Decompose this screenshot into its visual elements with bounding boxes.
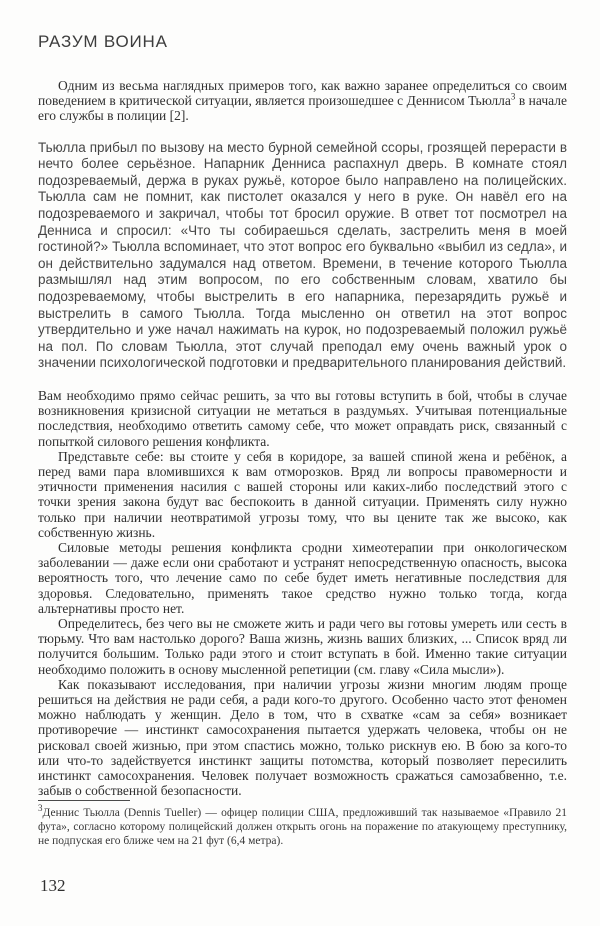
body-paragraph: Силовые методы решения конфликта сродни химеотерапии при онкологическом заболевании — даже если они сработают и устранят непосредственную опасность, высока вероятность того, что лечение само по себе будет иметь негативные последствия для здоровья. Следовательно, применять такое средство нужно только тогда, когда альтернативы просто нет.	[38, 539, 567, 616]
footnote-reference-mark: 3	[510, 91, 516, 102]
body-paragraph: Вам необходимо прямо сейчас решить, за что вы готовы вступить в бой, чтобы в случае возникновения кризисной ситуации не метаться в раздумьях. Учитывая потенциальные последствия, необходимо ответить самому себе, что может оправдать риск, связанный с попыткой силового решения конфликта.	[38, 387, 567, 449]
footnote-block	[38, 800, 567, 849]
example-story-paragraph: Тьюлла прибыл по вызову на место бурной семейной ссоры, грозящей перерасти в нечто более серьёзное. Напарник Денниса распахнул дверь. В комнате стоял подозреваемый, держа в руках ружьё, которое было направлено на полицейских. Тьюлла сам не помнит, как пистолет оказался у него в руке. Он навёл его на подозреваемого и закричал, чтобы тот бросил оружие. В ответ тот посмотрел на Денниса и спросил: «Что ты собираешься сделать, застрелить меня в моей гостиной?» Тьюлла вспоминает, что этот вопрос его буквально «выбил из седла», и он действительно задумался над ответом. Времени, в течение которого Тьюлла размышлял над этим вопросом, по его собственным словам, хватило бы подозреваемому, чтобы выстрелить в его напарника, перезарядить ружьё и выстрелить в самого Тьюлла. Тогда мысленно он ответил на этот вопрос утвердительно и уже начал нажимать на курок, но подозреваемый положил ружьё на пол. По словам Тьюлла, этот случай преподал ему очень важный урок о значении психологической подготовки и предварительного планирования действий.	[38, 139, 567, 371]
body-paragraph: Определитесь, без чего вы не сможете жить и ради чего вы готовы умереть или сесть в тюрьму. Что вам настолько дорого? Ваша жизнь, жизнь ваших близких, ... Список вряд ли получится большим. Только ради этого и стоит вступать в бой. Именно такие ситуации необходимо положить в основу мысленной репетиции (см. главу «Сила мысли»).	[38, 615, 567, 677]
page-number: 132	[40, 876, 66, 895]
body-paragraph: Представьте себе: вы стоите у себя в коридоре, за вашей спиной жена и ребёнок, а перед вами пара вломившихся к вам отморозков. Вряд ли вопросы правомерности и этичности применения насилия с вашей стороны или каких-либо последствий этого с точки зрения закона будут вас беспокоить в данной ситуации. Применять силу нужно только при наличии неотвратимой угрозы тому, что вы цените так же высоко, как собственную жизнь.	[38, 448, 567, 540]
footnote-number-mark: 3	[38, 803, 43, 814]
footnote	[38, 803, 567, 849]
footnote-rule	[38, 800, 130, 801]
body-paragraph: Как показывают исследования, при наличии угрозы жизни многим людям проще решиться на действия не ради себя, а ради кого-то другого. Особенно часто этот феномен можно наблюдать у женщин. Дело в том, что в схватке «сам за себя» возникает противоречие — инстинкт самосохранения пытается удержать человека, чтобы он не рисковал своей жизнью, при этом спастись можно, только рискнув ею. В бою за кого-то или что-то задействуется инстинкт защиты потомства, который позволяет пересилить инстинкт самосохранения. Человек получает возможность сражаться самозабвенно, т.е. забыв о собственной безопасности.	[38, 676, 567, 799]
intro-text-after-footnote-mark: в начале его службы в полиции [2].	[38, 93, 567, 124]
intro-paragraph	[38, 78, 567, 124]
footnote-text: Деннис Тьюлла (Dennis Tueller) — офицер полиции США, предложивший так называемое «Правило 21 фута», согласно которому полицейский должен открыть огонь на поражение по атакующему преступнику, не подпуская его ближе чем на 21 фут (6,4 метра).	[38, 807, 567, 848]
running-head: РАЗУМ ВОИНА	[38, 32, 168, 51]
main-text	[38, 78, 567, 798]
intro-text-before-footnote-mark: Одним из весьма наглядных примеров того, как важно заранее определиться со своим поведением в критической ситуации, является произошедшее с Деннисом Тьюлла	[38, 78, 567, 109]
